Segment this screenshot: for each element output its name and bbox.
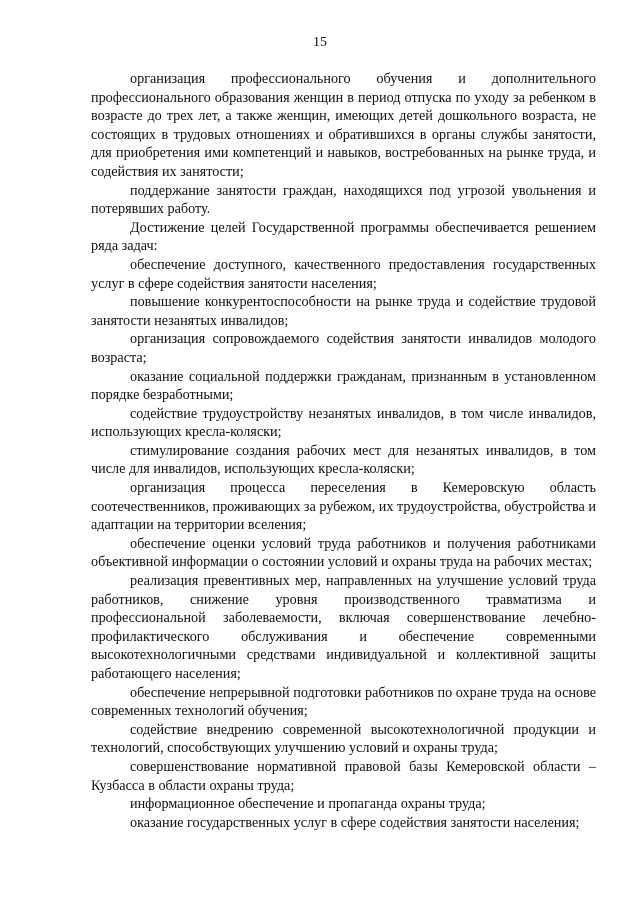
paragraph: обеспечение оценки условий труда работников и получения работниками объективной информации о состоянии условий и охраны труда на рабочих местах;	[91, 535, 596, 571]
page-number: 15	[313, 35, 327, 50]
paragraph: содействие внедрению современной высокотехнологичной продукции и технологий, способствующих улучшению условий и охраны труда;	[91, 721, 596, 757]
paragraph: обеспечение доступного, качественного предоставления государственных услуг в сфере содействия занятости населения;	[91, 256, 596, 292]
paragraph: обеспечение непрерывной подготовки работников по охране труда на основе современных технологий обучения;	[91, 684, 596, 720]
paragraph: информационное обеспечение и пропаганда охраны труда;	[130, 796, 486, 813]
paragraph: совершенствование нормативной правовой базы Кемеровской области – Кузбасса в области охраны труда;	[91, 758, 596, 794]
paragraph: поддержание занятости граждан, находящихся под угрозой увольнения и потерявших работу.	[91, 182, 596, 218]
paragraph: реализация превентивных мер, направленных на улучшение условий труда работников, снижение уровня производственного травматизма и профессиональной заболеваемости, включая совершенствование лечебно-профилактического обслуживания и обеспечение современными высокотехнологичными средствами индивидуальной и коллективной защиты работающего населения;	[91, 573, 596, 682]
paragraph: стимулирование создания рабочих мест для незанятых инвалидов, в том числе для инвалидов, использующих кресла-коляски;	[91, 442, 596, 478]
paragraph: содействие трудоустройству незанятых инвалидов, в том числе инвалидов, использующих кресла-коляски;	[91, 405, 596, 441]
document-body	[91, 70, 596, 832]
paragraph: организация процесса переселения в Кемеровскую область соотечественников, проживающих за рубежом, их трудоустройства, обустройства и адаптации на территории вселения;	[91, 480, 596, 534]
paragraph: организация профессионального обучения и дополнительного профессионального образования женщин в период отпуска по уходу за ребенком в возрасте до трех лет, а также женщин, имеющих детей дошкольного возраста, не состоящих в трудовых отношениях и обратившихся в органы службы занятости, для приобретения ими компетенций и навыков, востребованных на рынке труда, и содействия их занятости;	[91, 71, 596, 180]
paragraph: повышение конкурентоспособности на рынке труда и содействие трудовой занятости незанятых инвалидов;	[91, 294, 596, 329]
paragraph: Достижение целей Государственной программы обеспечивается решением ряда задач:	[91, 219, 596, 255]
paragraph: оказание социальной поддержки гражданам, признанным в установленном порядке безработными;	[91, 368, 596, 404]
paragraph: оказание государственных услуг в сфере содействия занятости населения;	[130, 814, 580, 831]
paragraph: организация сопровождаемого содействия занятости инвалидов молодого возраста;	[91, 331, 596, 366]
